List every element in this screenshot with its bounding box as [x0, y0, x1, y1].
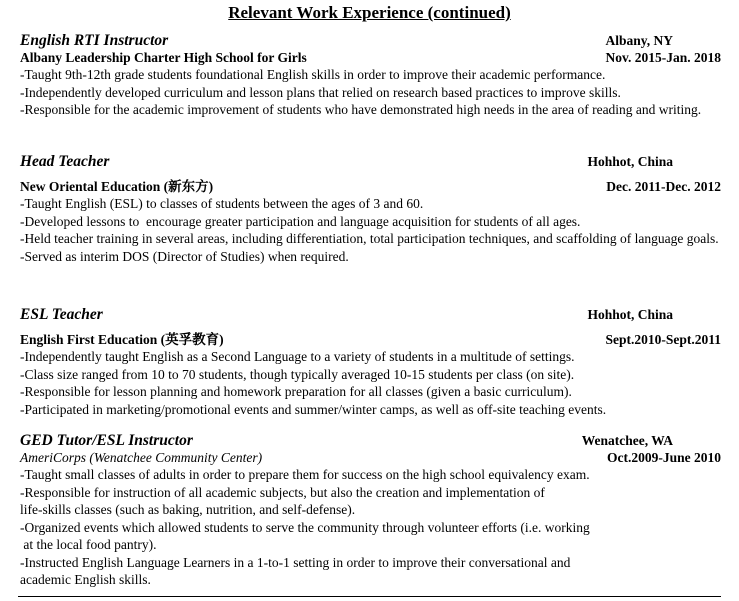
job-entry — [20, 153, 721, 265]
job-organization: English First Education (英孚教育) — [20, 332, 224, 347]
job-bullet: -Taught small classes of adults in order to prepare them for success on the high school equivalency exam. — [20, 467, 590, 482]
job-bullet: -Participated in marketing/promotional events and summer/winter camps, as well as off-site teaching events. — [20, 401, 607, 417]
job-bullets — [20, 195, 721, 265]
job-bullets — [20, 66, 721, 119]
job-org-row — [20, 328, 721, 348]
job-entry — [20, 432, 721, 589]
job-header-row — [20, 32, 721, 50]
job-title: GED Tutor/ESL Instructor — [20, 432, 193, 449]
job-dates: Oct.2009-June 2010 — [607, 450, 721, 465]
job-location: Wenatchee, WA — [581, 433, 673, 448]
job-bullet: -Independently taught English as a Second Language to a variety of students in a multitude of settings. — [20, 349, 575, 364]
job-entry — [20, 306, 721, 418]
job-header-row — [20, 306, 721, 324]
job-bullets — [20, 348, 721, 418]
job-title: Head Teacher — [20, 153, 110, 170]
job-header-row — [20, 432, 721, 450]
job-bullets — [20, 466, 721, 589]
job-location: Albany, NY — [605, 33, 673, 48]
job-bullet: -Responsible for the academic improvement of students who have demonstrated high needs in the area of reading and writing. — [20, 102, 702, 117]
job-title: English RTI Instructor — [20, 32, 169, 49]
job-organization: Albany Leadership Charter High School for Girls — [20, 50, 307, 65]
job-title: ESL Teacher — [20, 306, 103, 323]
job-bullet: -Responsible for lesson planning and homework preparation for all classes (given a basic curriculum). — [20, 384, 572, 399]
job-dates: Nov. 2015-Jan. 2018 — [605, 50, 721, 65]
job-location: Hohhot, China — [587, 307, 673, 322]
job-bullet: -Developed lessons to encourage greater participation and language acquisition for students of all ages. — [20, 213, 581, 229]
job-entry — [20, 32, 721, 119]
job-organization: New Oriental Education (新东方) — [20, 179, 214, 194]
job-bullet: -Organized events which allowed students to serve the community through volunteer efforts (i.e. working at the local food pantry). — [20, 519, 590, 552]
job-dates: Dec. 2011-Dec. 2012 — [606, 179, 721, 194]
bottom-divider — [18, 596, 721, 597]
job-bullet: -Class size ranged from 10 to 70 students, though typically averaged 10-15 students per class (on site). — [20, 366, 575, 382]
job-bullet: -Served as interim DOS (Director of Studies) when required. — [20, 248, 349, 264]
job-bullet: -Independently developed curriculum and lesson plans that relied on research based practices to improve skills. — [20, 84, 621, 100]
job-bullet: -Taught 9th-12th grade students foundational English skills in order to improve their academic performance. — [20, 67, 606, 82]
job-bullet: -Taught English (ESL) to classes of students between the ages of 3 and 60. — [20, 196, 424, 211]
job-dates: Sept.2010-Sept.2011 — [605, 332, 721, 347]
job-location: Hohhot, China — [587, 154, 673, 169]
job-organization: AmeriCorps (Wenatchee Community Center) — [20, 450, 263, 465]
job-org-row — [20, 175, 721, 195]
job-org-row — [20, 50, 721, 66]
job-header-row — [20, 153, 721, 171]
job-org-row — [20, 450, 721, 466]
job-bullet: -Instructed English Language Learners in a 1-to-1 setting in order to improve their conversational and academic English skills. — [20, 554, 571, 587]
job-bullet: -Responsible for instruction of all academic subjects, but also the creation and implementation of life-skills classes (such as baking, nutrition, and self-defense). — [20, 484, 545, 517]
job-bullet: -Held teacher training in several areas, including differentiation, total participation techniques, and scaffolding of language goals. — [20, 231, 719, 246]
page-title: Relevant Work Experience (continued) — [228, 3, 511, 22]
